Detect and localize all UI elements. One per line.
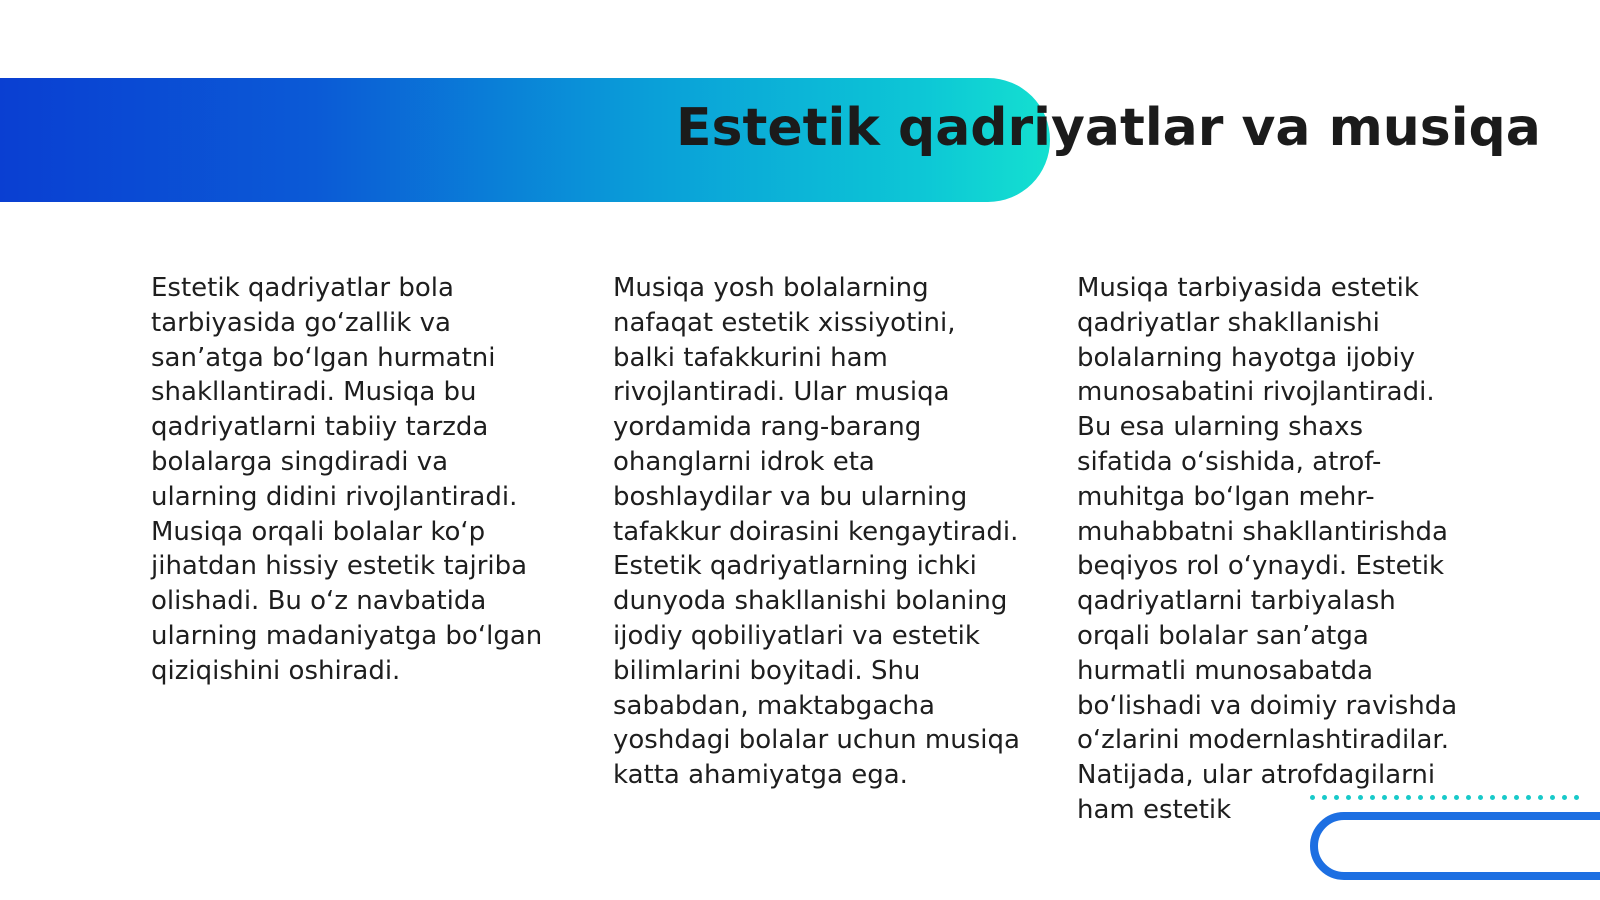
text-column-2: Musiqa yosh bolalarning nafaqat estetik xissiyotini, balki tafakkurini ham rivojlantiradi. Ular musiqa yordamida rang-barang ohanglarni idrok eta boshlaydilar va bu ularning tafakkur doirasini kengaytiradi. Estetik qadriyatlarning ichki dunyoda shakllanishi bolaning ijodiy qobiliyatlari va estetik bilimlarini boyitadi. Shu sababdan, maktabgacha yoshdagi bolalar uchun musiqa katta ahamiyatga ega. — [613, 273, 1020, 791]
text-column-3: Musiqa tarbiyasida estetik qadriyatlar shakllanishi bolalarning hayotga ijobiy munosabatini rivojlantiradi. Bu esa ularning shaxs sifatida o‘sishida, atrof-muhitga bo‘lgan mehr-muhabbatni shakllantirishda beqiyos rol o‘ynaydi. Estetik qadriyatlarni tarbiyalash orqali bolalar san’atga hurmatli munosabatda bo‘lishadi va doimiy ravishda o‘zlarini modernlashtiradilar. Natijada, ular atrofdagilarni ham estetik — [1077, 273, 1458, 825]
text-column-1: Estetik qadriyatlar bola tarbiyasida go‘zallik va san’atga bo‘lgan hurmatni shakllantiradi. Musiqa bu qadriyatlarni tabiiy tarzda bolalarga singdiradi va ularning didini rivojlantiradi. Musiqa orqali bolalar ko‘p jihatdan hissiy estetik tajriba olishadi. Bu o‘z navbatida ularning madaniyatga bo‘lgan qiziqishini oshiradi. — [151, 273, 543, 686]
decorative-ring-shape — [1310, 812, 1600, 880]
decorative-dots — [1310, 795, 1579, 800]
slide-title: Estetik qadriyatlar va musiqa — [676, 98, 1541, 158]
